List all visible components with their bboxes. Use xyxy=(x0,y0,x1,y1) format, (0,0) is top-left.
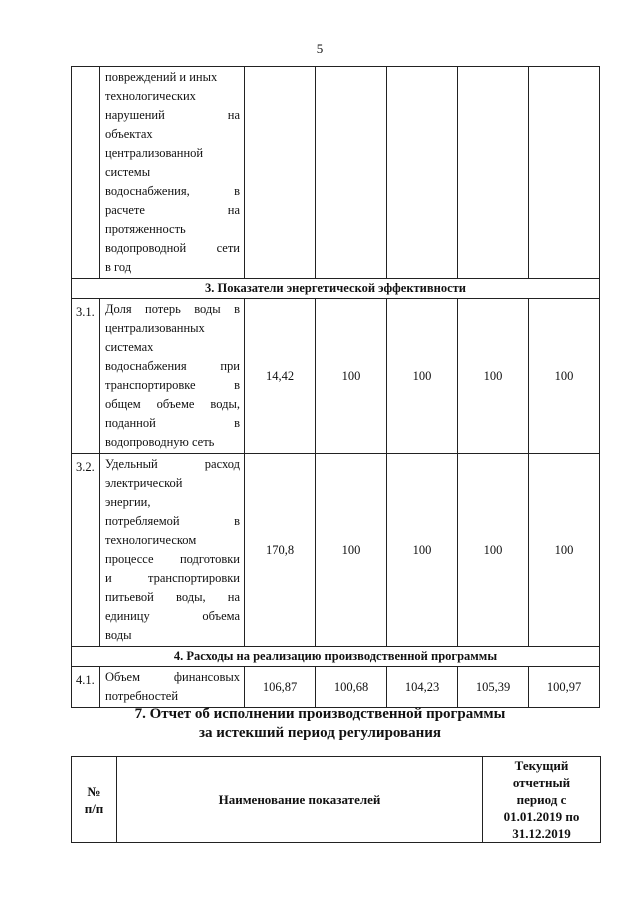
value-cell: 104,23 xyxy=(387,667,458,708)
value-cell: 170,8 xyxy=(245,454,316,647)
section-7-title-line-2: за истекший период регулирования xyxy=(198,725,442,741)
value-cell xyxy=(316,67,387,279)
indicator-name: Доля потерь воды в централизованных системах водоснабжения при транспортировке в общем объеме воды, поданной в водопроводную сеть xyxy=(100,299,245,454)
section-header-program-costs: 4. Расходы на реализацию производственной программы xyxy=(72,647,600,667)
value-cell: 100 xyxy=(387,454,458,647)
report-table xyxy=(71,756,601,843)
value-cell: 100,68 xyxy=(316,667,387,708)
value-cell: 100 xyxy=(387,299,458,454)
value-cell xyxy=(458,67,529,279)
column-header-period: Текущий отчетный период с 01.01.2019 по 31.12.2019 xyxy=(483,757,601,843)
value-cell: 100 xyxy=(529,454,600,647)
value-cell: 106,87 xyxy=(245,667,316,708)
section-header-row xyxy=(72,279,600,299)
value-cell: 100 xyxy=(458,299,529,454)
section-header-row xyxy=(72,647,600,667)
indicators-table xyxy=(71,66,600,708)
value-cell xyxy=(245,67,316,279)
value-cell: 100 xyxy=(316,454,387,647)
indicator-name: повреждений и иных технологических нарушений на объектах централизованной системы водоснабжения, в расчете на протяженность водопроводной сети в год xyxy=(100,67,245,279)
table-row xyxy=(72,454,600,647)
value-cell: 100 xyxy=(529,299,600,454)
row-number: 3.2. xyxy=(72,454,100,647)
row-number xyxy=(72,67,100,279)
indicator-name: Объем финансовых потребностей xyxy=(100,667,245,708)
column-header-number: № п/п xyxy=(72,757,117,843)
value-cell: 100,97 xyxy=(529,667,600,708)
value-cell xyxy=(529,67,600,279)
value-cell: 100 xyxy=(316,299,387,454)
section-header-energy-efficiency: 3. Показатели энергетической эффективности xyxy=(72,279,600,299)
section-7-title xyxy=(0,705,640,743)
indicator-name: Удельный расход электрической энергии, потребляемой в технологическом процессе подготовки и транспортировки питьевой воды, на единицу объема воды xyxy=(100,454,245,647)
table-row-continuation xyxy=(72,67,600,279)
report-table-header-row xyxy=(72,757,601,843)
row-number: 4.1. xyxy=(72,667,100,708)
column-header-name: Наименование показателей xyxy=(117,757,483,843)
table-row xyxy=(72,667,600,708)
row-number: 3.1. xyxy=(72,299,100,454)
value-cell: 105,39 xyxy=(458,667,529,708)
table-row xyxy=(72,299,600,454)
page-number: 5 xyxy=(316,41,324,56)
value-cell: 14,42 xyxy=(245,299,316,454)
section-7-title-line-1: 7. Отчет об исполнении производственной программы xyxy=(134,706,506,722)
value-cell: 100 xyxy=(458,454,529,647)
value-cell xyxy=(387,67,458,279)
